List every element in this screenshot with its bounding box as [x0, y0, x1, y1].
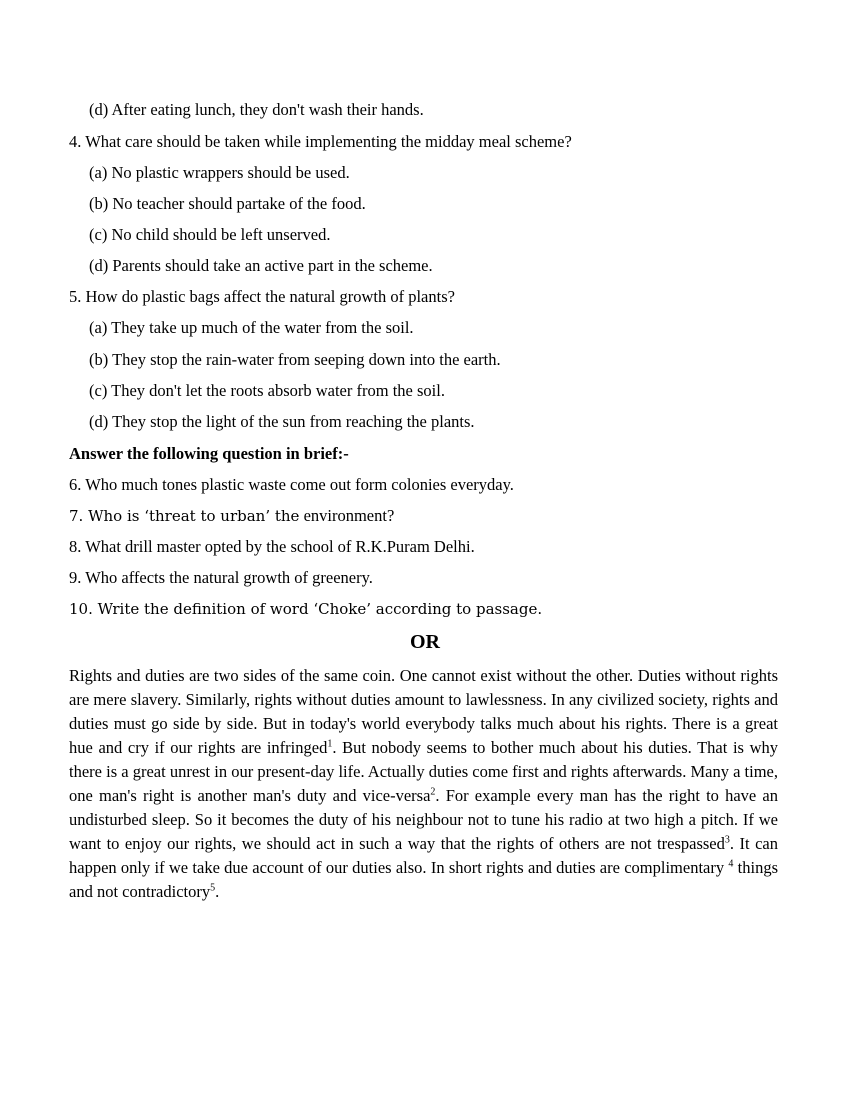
q5-question: 5. How do plastic bags affect the natural growth of plants? — [69, 287, 455, 306]
q4-option-a: (a) No plastic wrappers should be used. — [89, 163, 350, 182]
q9-question: 9. Who affects the natural growth of greenery. — [69, 568, 373, 587]
passage-part-6: . — [215, 882, 220, 901]
q4-option-c: (c) No child should be left unserved. — [89, 225, 331, 244]
footnote-4: 4 — [728, 858, 734, 870]
q5-option-a: (a) They take up much of the water from the soil. — [89, 318, 414, 337]
q3-option-d: (d) After eating lunch, they don't wash their hands. — [89, 100, 424, 119]
footnote-2: 2 — [430, 786, 436, 798]
passage-part-5: things and not contradictory — [69, 858, 779, 901]
q10-question: 10. Write the definition of word ‘Choke’ according to passage. — [69, 600, 543, 618]
footnote-5: 5 — [210, 882, 216, 894]
q5-option-d: (d) They stop the light of the sun from reaching the plants. — [89, 412, 475, 431]
q5-option-b: (b) They stop the rain-water from seeping down into the earth. — [89, 350, 501, 369]
q5-option-c: (c) They don't let the roots absorb water from the soil. — [89, 381, 445, 400]
passage-part-3: . For example every man has the right to have an undisturbed sleep. So it becomes the duty of his neighbour not to tune his radio at two high a pitch. If we want to enjoy our rights, we should act in such a way that the rights of others are not trespassed — [69, 786, 778, 853]
q4-option-b: (b) No teacher should partake of the food. — [89, 194, 366, 213]
footnote-1: 1 — [327, 738, 333, 750]
passage-part-2: . But nobody seems to bother much about his duties. That is why there is a great unrest in our present-day life. Actually duties come first and rights afterwards. Many a time, one man's right is another man's duty and vice-versa — [69, 738, 778, 805]
q7-tail: environment? — [299, 506, 395, 525]
q4-option-d: (d) Parents should take an active part in the scheme. — [89, 256, 433, 275]
brief-heading: Answer the following question in brief:- — [69, 444, 349, 463]
q7-lead: 7. Who is ‘threat to urban’ the — [69, 507, 300, 525]
q6-question: 6. Who much tones plastic waste come out form colonies everyday. — [69, 475, 514, 494]
passage-part-1: Rights and duties are two sides of the same coin. One cannot exist without the other. Duties without rights are mere slavery. Similarly, rights without duties amount to lawlessness. In any civilized society, rights and duties must go side by side. But in today's world everybody talks much about his rights. There is a great hue and cry if our rights are infringed — [69, 666, 778, 757]
or-divider: OR — [410, 631, 440, 653]
reading-passage — [69, 664, 778, 904]
footnote-3: 3 — [724, 834, 730, 846]
q7-question — [69, 506, 394, 526]
passage-part-4: . It can happen only if we take due account of our duties also. In short rights and duties are complimentary — [69, 834, 778, 877]
q4-question: 4. What care should be taken while implementing the midday meal scheme? — [69, 132, 572, 151]
q8-question: 8. What drill master opted by the school of R.K.Puram Delhi. — [69, 537, 475, 556]
